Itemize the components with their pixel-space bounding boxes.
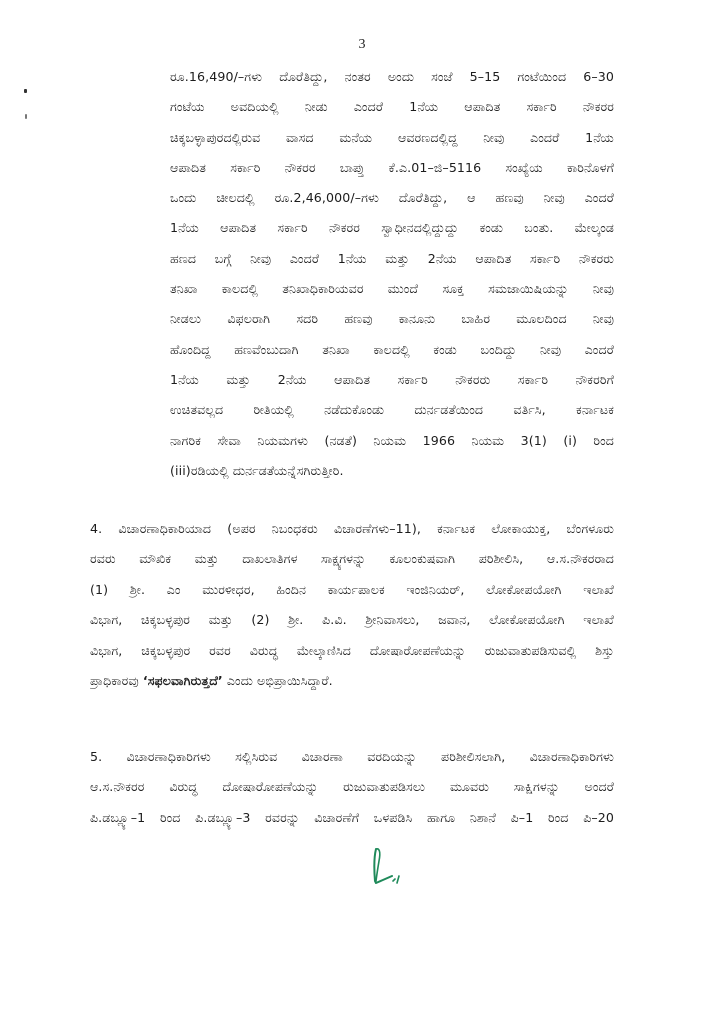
text-segment: ಪ್ರಾಧಿಕಾರವು [90,673,143,689]
text-segment: ಎಂದು ಅಭಿಪ್ರಾಯಿಸಿದ್ದಾರೆ. [222,673,333,689]
continuation-paragraph [170,62,614,486]
text-line: 1ನೆಯ ಆಪಾದಿತ ಸರ್ಕಾರಿ ನೌಕರರ ಸ್ವಾಧೀನದಲ್ಲಿದ್ದುದ್ದು ಕಂಡು ಬಂತು. ಮೇಲ್ಕಂಡ [170,220,614,236]
text-line: ರವರು ಮೌಖಿಕ ಮತ್ತು ದಾಖಲಾತಿಗಳ ಸಾಕ್ಷ್ಯಗಳನ್ನು ಕೂಲಂಕುಷವಾಗಿ ಪರಿಶೀಲಿಸಿ, ಆ.ಸ.ನೌಕರರಾದ [90,551,614,567]
text-line: 1ನೆಯ ಮತ್ತು 2ನೆಯ ಆಪಾದಿತ ಸರ್ಕಾರಿ ನೌಕರರು ಸರ್ಕಾರಿ ನೌಕರರಿಗೆ [170,371,614,387]
signature-initials [362,843,412,893]
text-line: ಆ.ಸ.ನೌಕರರ ವಿರುದ್ಧ ದೋಷಾರೋಪಣೆಯನ್ನು ರುಜುವಾತುಪಡಿಸಲು ಮೂವರು ಸಾಕ್ಷಿಗಳನ್ನು ಅಂದರೆ [90,779,614,795]
signature-stroke [376,849,380,881]
emphasized-verdict: ‘ಸಫಲವಾಗಿರುತ್ತದೆ’ [142,673,223,689]
text-line: ಹಣದ ಬಗ್ಗೆ ನೀವು ಎಂದರೆ 1ನೆಯ ಮತ್ತು 2ನೆಯ ಆಪಾದಿತ ಸರ್ಕಾರಿ ನೌಕರರು [170,250,614,266]
text-line: ಹೊಂದಿದ್ದ ಹಣವೆಂಬುದಾಗಿ ತನಿಖಾ ಕಾಲದಲ್ಲಿ ಕಂಡು ಬಂದಿದ್ದು ನೀವು ಎಂದರೆ [170,341,614,357]
text-line: ರೂ.16,490/–ಗಳು ದೊರೆತಿದ್ದು, ನಂತರ ಅಂದು ಸಂಜೆ 5–15 ಗಂಟೆಯಿಂದ 6–30 [170,69,614,84]
signature-stroke [397,876,399,883]
text-line: ಉಚಿತವಲ್ಲದ ರೀತಿಯಲ್ಲಿ ನಡೆದುಕೊಂಡು ದುರ್ನಡತೆಯಿಂದ ವರ್ತಿಸಿ, ಕರ್ನಾಟಕ [170,402,614,418]
text-line: 4. ವಿಚಾರಣಾಧಿಕಾರಿಯಾದ (ಅಪರ ನಿಬಂಧಕರು ವಿಚಾರಣೆಗಳು–11), ಕರ್ನಾಟಕ ಲೋಕಾಯುಕ್ತ, ಬೆಂಗಳೂರು [90,521,614,536]
text-line: ನೀಡಲು ವಿಫಲರಾಗಿ ಸದರಿ ಹಣವು ಕಾನೂನು ಬಾಹಿರ ಮೂಲದಿಂದ ನೀವು [170,311,614,327]
text-line: ಚಿಕ್ಕಬಳ್ಳಾಪುರದಲ್ಲಿರುವ ವಾಸದ ಮನೆಯ ಆವರಣದಲ್ಲಿದ್ದ ನೀವು ಎಂದರೆ 1ನೆಯ [170,129,614,145]
text-line: ಗಂಟೆಯ ಅವದಿಯಲ್ಲಿ ನೀಡು ಎಂದರೆ 1ನೆಯ ಆಪಾದಿತ ಸರ್ಕಾರಿ ನೌಕರರ [170,99,614,115]
text-line: ನಾಗರಿಕ ಸೇವಾ ನಿಯಮಗಳು (ನಡತೆ) ನಿಯಮ 1966 ನಿಯಮ 3(1) (i) ರಿಂದ [170,432,614,448]
page-number: 3 [358,37,366,52]
text-line: (iii)ರಡಿಯಲ್ಲಿ ದುರ್ನಡತೆಯನ್ನೆಸಗಿರುತ್ತೀರಿ. [170,462,344,478]
text-line [90,666,614,696]
paragraph-5 [90,742,614,833]
text-line: ಪಿ.ಡಬ್ಲ್ಯೂ–1 ರಿಂದ ಪಿ.ಡಬ್ಲ್ಯೂ–3 ರವರನ್ನು ವಿಚಾರಣೆಗೆ ಒಳಪಡಿಸಿ ಹಾಗೂ ನಿಶಾನೆ ಪಿ–1 ರಿಂದ ಪಿ–20 [90,809,614,825]
punch-hole-mark [25,114,27,119]
text-line: ತನಿಖಾ ಕಾಲದಲ್ಲಿ ತನಿಖಾಧಿಕಾರಿಯವರ ಮುಂದೆ ಸೂಕ್ತ ಸಮಜಾಯಿಷಿಯನ್ನು ನೀವು [170,281,614,297]
signature-stroke [393,879,395,881]
text-line: ವಿಭಾಗ, ಚಿಕ್ಕಬಳ್ಳಪುರ ಮತ್ತು (2) ಶ್ರೀ. ಪಿ.ವಿ. ಶ್ರೀನಿವಾಸಲು, ಜವಾನ, ಲೋಕೋಪಯೋಗಿ ಇಲಾಖೆ [90,612,614,628]
text-line: ವಿಭಾಗ, ಚಿಕ್ಕಬಳ್ಳಪುರ ರವರ ವಿರುದ್ಧ ಮೇಲ್ಕಾಣಿಸಿದ ದೋಷಾರೋಪಣೆಯನ್ನು ರುಜುವಾತುಪಡಿಸುವಲ್ಲಿ ಶಿಸ್ತು [90,642,614,658]
text-line: 5. ವಿಚಾರಣಾಧಿಕಾರಿಗಳು ಸಲ್ಲಿಸಿರುವ ವಿಚಾರಣಾ ವರದಿಯನ್ನು ಪರಿಶೀಲಿಸಲಾಗಿ, ವಿಚಾರಣಾಧಿಕಾರಿಗಳು [90,749,614,764]
text-line: ಒಂದು ಚೀಲದಲ್ಲಿ ರೂ.2,46,000/–ಗಳು ದೊರೆತಿದ್ದು, ಆ ಹಣವು ನೀವು ಎಂದರೆ [170,190,614,206]
punch-hole-mark [24,89,27,93]
text-line: (1) ಶ್ರೀ. ಎಂ ಮುರಳೀಧರ, ಹಿಂದಿನ ಕಾರ್ಯಪಾಲಕ ಇಂಜಿನಿಯರ್, ಲೋಕೋಪಯೋಗಿ ಇಲಾಖೆ [90,581,614,597]
paragraph-4 [90,514,614,696]
text-line: ಆಪಾದಿತ ಸರ್ಕಾರಿ ನೌಕರರ ಬಾಪ್ತು ಕೆ.ಎ.01–ಜಿ–5116 ಸಂಖ್ಯೆಯ ಕಾರಿನೊಳಗೆ [170,159,614,175]
